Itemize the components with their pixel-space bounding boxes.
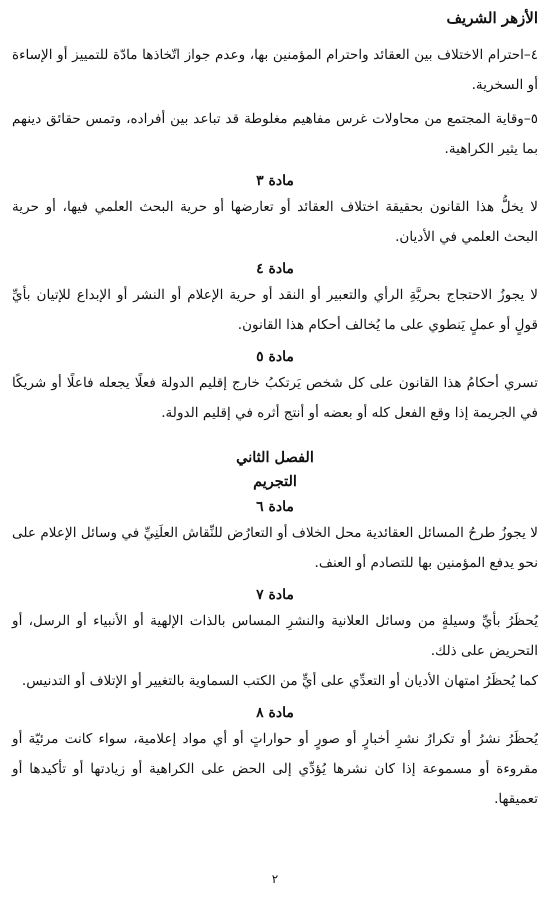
article-paragraph: يُحظَرُ بأيِّ وسيلةٍ من وسائل العلانية والنشرِ المساس بالذات الإلهية أو الأنبياء أو الرسل، أو التحريض على ذلك. bbox=[12, 613, 538, 659]
article-paragraph: لا يخلُّ هذا القانون بحقيقة اختلاف العقائد أو تعارضها أو حرية البحث العلمي فيها، أو حرية البحث العلمي في الأديان. bbox=[12, 199, 538, 245]
article-heading: مادة ٧ bbox=[256, 587, 294, 603]
chapter-title: الفصل الثاني bbox=[236, 449, 314, 466]
article-paragraph: لا يجوزُ طرحُ المسائل العقائدية محل الخلاف أو التعارُض للنِّقاش العلَنِيِّ في وسائل الإعلام على نحو يدفع المؤمنين بها للتصادم أو العنف. bbox=[12, 525, 538, 571]
page-number: ٢ bbox=[271, 872, 279, 886]
article-heading: مادة ٥ bbox=[256, 349, 294, 365]
article-heading: مادة ٦ bbox=[256, 499, 294, 515]
list-item: ٤–احترام الاختلاف بين العقائد واحترام المؤمنين بها، وعدم جواز اتّخاذها مادّة للتمييز أو الإساءة أو السخرية. bbox=[12, 47, 538, 93]
article-heading: مادة ٨ bbox=[256, 705, 294, 721]
article-paragraph: تسري أحكامُ هذا القانون على كل شخص يَرتكبُ خارج إقليم الدولة فعلًا يجعله فاعلًا أو شريكًا في الجريمة إذا وقع الفعل كله أو بعضه أو أنتج أثره في إقليم الدولة. bbox=[12, 375, 538, 421]
article-paragraph: كما يُحظَرُ امتهان الأديان أو التعدِّي على أيٍّ من الكتب السماوية بالتغيير أو الإتلاف أو التدنيس. bbox=[21, 673, 538, 689]
article-heading: مادة ٤ bbox=[256, 261, 294, 277]
article-paragraph: يُحظَرُ نشرُ أو تكرارُ نشرِ أخبارٍ أو صورٍ أو حواراتٍ أو أي مواد إعلامية، سواء كانت مرئيّة أو مقروءة أو مسموعة إذا كان نشرها يُؤدِّي إلى الحض على الكراهية أو زيادتها أو تأكيدها أو تعميقها. bbox=[12, 731, 538, 807]
article-paragraph: لا يجوزُ الاحتجاج بحريَّةِ الرأي والتعبير أو النقد أو حرية الإعلام أو النشر أو الإبداع للإتيان بأيِّ قولٍ أو عملٍ يَنطوي على ما يُخالف أحكام هذا القانون. bbox=[12, 287, 538, 333]
document-body bbox=[12, 40, 538, 814]
chapter-subtitle: التجريم bbox=[253, 473, 297, 490]
page-header: الأزهر الشريف bbox=[446, 9, 538, 27]
list-item: ٥–وقاية المجتمع من محاولات غرس مفاهيم مغلوطة قد تباعد بين أفراده، وتمس حقائق دينهم بما يثير الكراهية. bbox=[12, 111, 538, 157]
article-heading: مادة ٣ bbox=[256, 173, 294, 189]
